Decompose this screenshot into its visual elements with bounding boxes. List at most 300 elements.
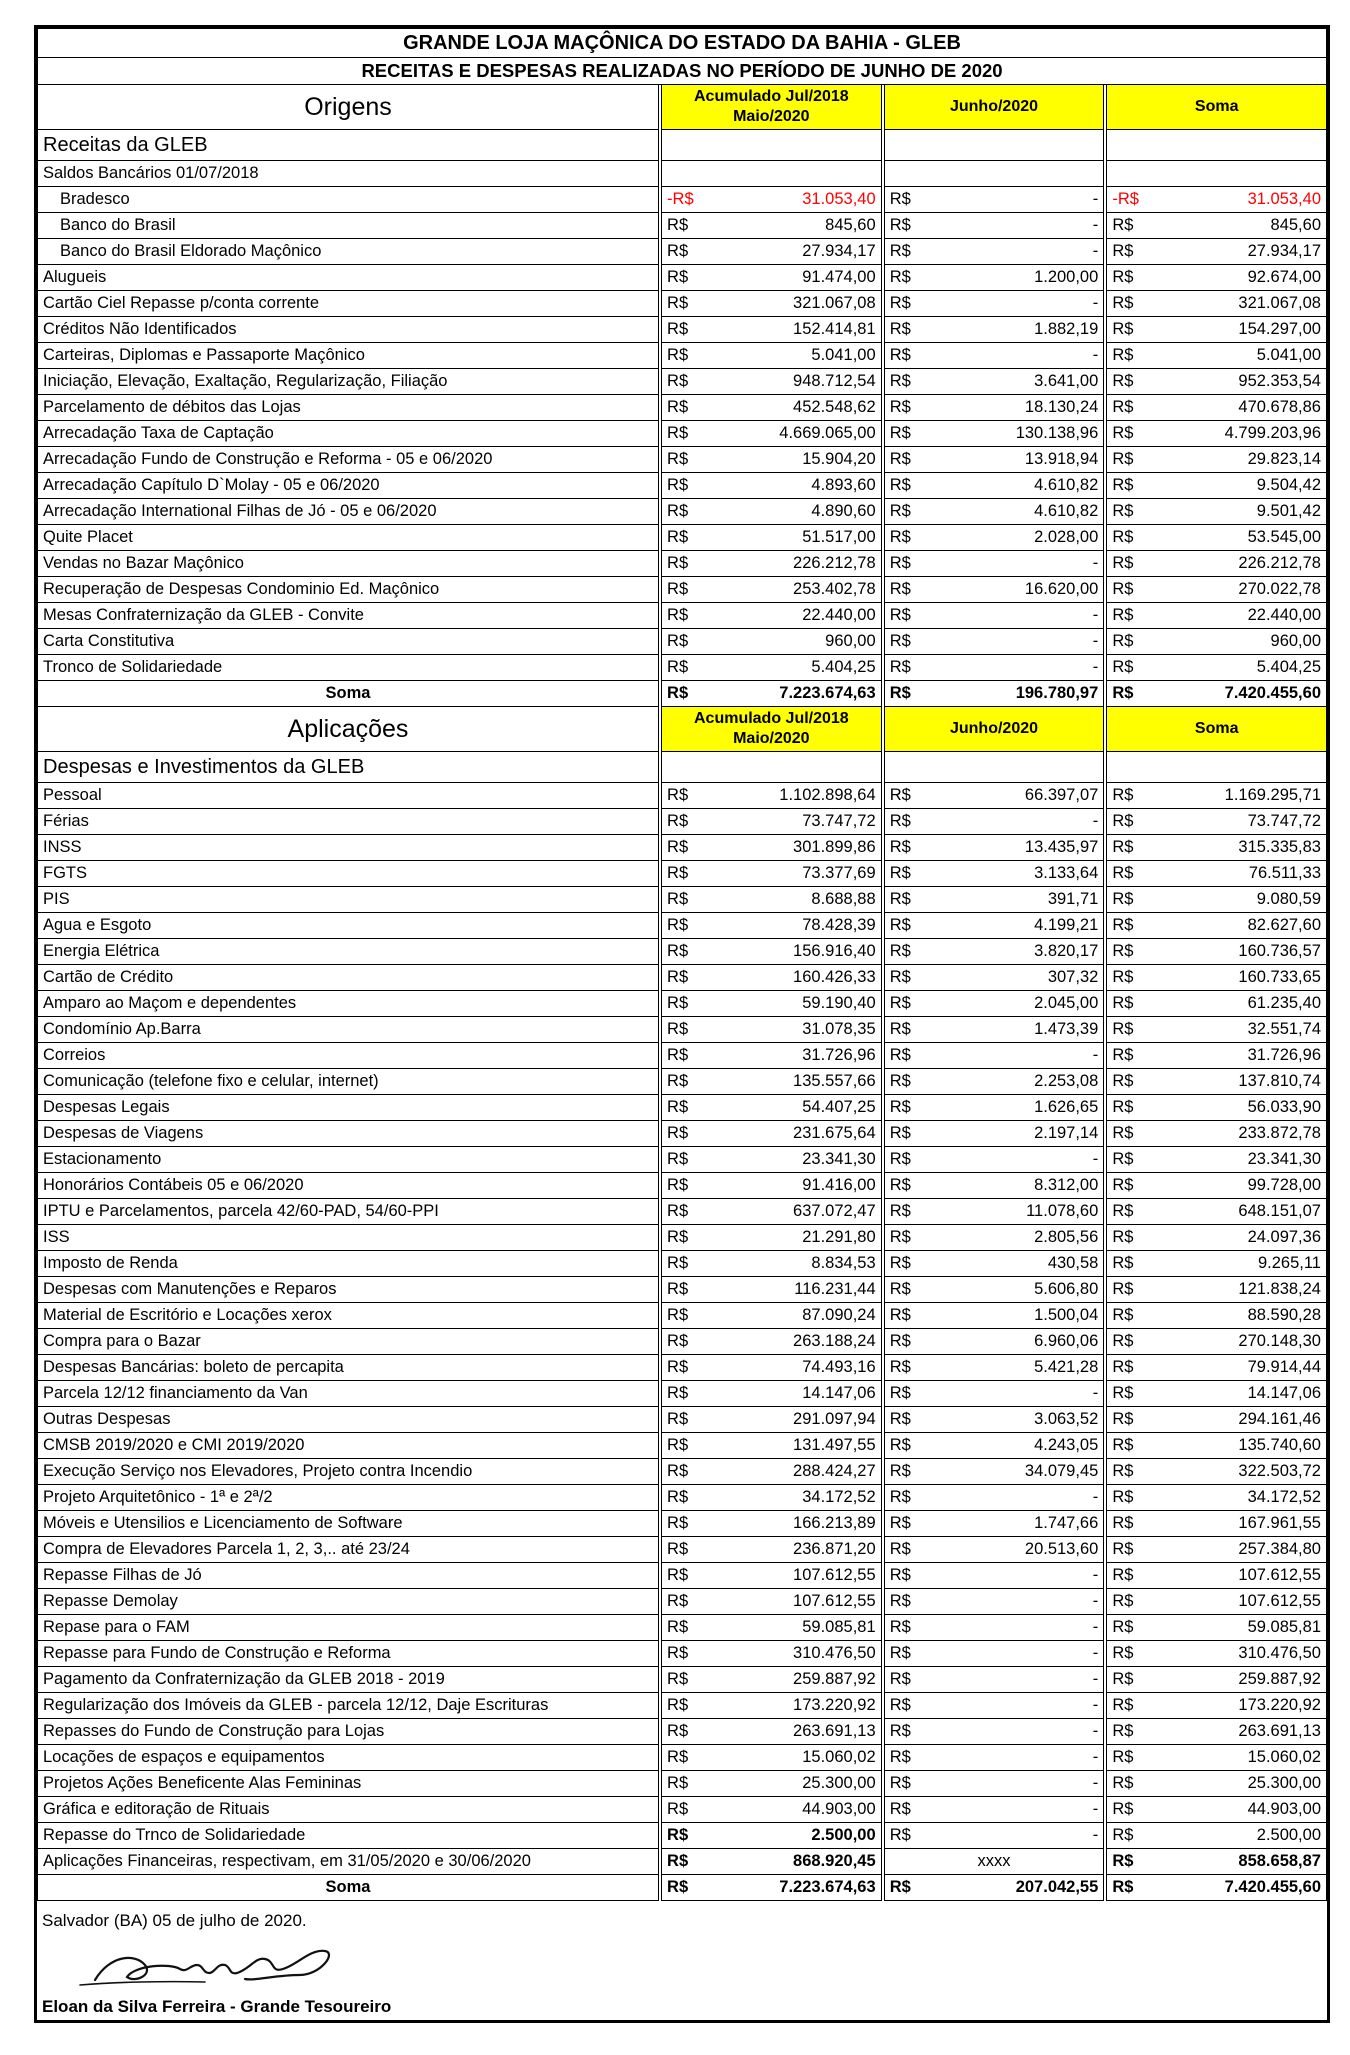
currency-symbol: R$: [667, 1462, 689, 1481]
junho-cell-value: 4.610,82: [1034, 476, 1099, 495]
soma-cell: [1107, 1459, 1327, 1485]
soma-cell-value: 154.297,00: [1238, 320, 1321, 339]
junho-cell-value: 4.199,21: [1034, 916, 1099, 935]
row-label: Cartão Ciel Repasse p/conta corrente: [38, 291, 659, 317]
currency-symbol: R$: [1112, 812, 1134, 831]
currency-symbol: R$: [1112, 916, 1134, 935]
currency-symbol: R$: [667, 216, 689, 235]
currency-symbol: R$: [667, 1228, 689, 1247]
acumulado-cell: [662, 809, 882, 835]
acumulado-cell: [662, 1745, 882, 1771]
currency-symbol: R$: [667, 1696, 689, 1715]
table-row: [38, 1121, 1327, 1147]
currency-symbol: R$: [1112, 1384, 1134, 1403]
origens-heading: Origens: [38, 85, 659, 130]
soma-cell: [1107, 1043, 1327, 1069]
acumulado-cell: [662, 887, 882, 913]
acumulado-cell-value: 321.067,08: [793, 294, 876, 313]
currency-symbol: R$: [667, 1514, 689, 1533]
junho-cell: [884, 343, 1104, 369]
currency-symbol: R$: [889, 1072, 911, 1091]
currency-symbol: R$: [1112, 502, 1134, 521]
currency-symbol: R$: [1112, 1722, 1134, 1741]
acumulado-cell: [662, 213, 882, 239]
currency-symbol: R$: [1112, 864, 1134, 883]
junho-cell: [884, 655, 1104, 681]
acumulado-cell-value: 236.871,20: [793, 1540, 876, 1559]
soma-cell: [1107, 861, 1327, 887]
junho-cell: [884, 1147, 1104, 1173]
table-row: [38, 369, 1327, 395]
junho-cell: [884, 1095, 1104, 1121]
soma-cell-value: 160.736,57: [1238, 942, 1321, 961]
row-label: Pagamento da Confraternização da GLEB 2018 - 2019: [38, 1667, 659, 1693]
currency-symbol: R$: [667, 994, 689, 1013]
row-label: Despesas de Viagens: [38, 1121, 659, 1147]
acumulado-cell: [662, 1589, 882, 1615]
currency-symbol: R$: [667, 424, 689, 443]
soma-cell: [1107, 913, 1327, 939]
table-row: [38, 1095, 1327, 1121]
soma-cell: [1107, 1095, 1327, 1121]
total-soma-value: 7.420.455,60: [1224, 684, 1321, 703]
currency-symbol: R$: [1112, 786, 1134, 805]
currency-symbol: R$: [667, 1722, 689, 1741]
row-label: Despesas com Manutenções e Reparos: [38, 1277, 659, 1303]
junho-cell-value: -: [1092, 812, 1099, 831]
currency-symbol: R$: [889, 1800, 911, 1819]
acumulado-cell-value: 291.097,94: [793, 1410, 876, 1429]
currency-symbol: R$: [667, 1202, 689, 1221]
junho-cell: [884, 1225, 1104, 1251]
junho-cell-value: 1.626,65: [1034, 1098, 1099, 1117]
table-row: [38, 991, 1327, 1017]
acumulado-cell-value: 59.190,40: [802, 994, 876, 1013]
currency-symbol: R$: [889, 216, 911, 235]
soma-cell: [1107, 421, 1327, 447]
soma-cell-value: 59.085,81: [1247, 1618, 1321, 1637]
acumulado-cell-value: 8.834,53: [811, 1254, 876, 1273]
empty-cell: [884, 161, 1104, 187]
report-subtitle: RECEITAS E DESPESAS REALIZADAS NO PERÍODO DE JUNHO DE 2020: [38, 58, 1327, 85]
acumulado-cell-value: 8.688,88: [811, 890, 876, 909]
currency-symbol: R$: [1112, 1150, 1134, 1169]
currency-symbol: -R$: [1112, 190, 1139, 209]
acumulado-cell: [662, 1017, 882, 1043]
acumulado-cell-value: 1.102.898,64: [779, 786, 876, 805]
empty-cell: [1107, 130, 1327, 161]
soma-cell: [1107, 1641, 1327, 1667]
junho-cell: [884, 1615, 1104, 1641]
currency-symbol: R$: [667, 1358, 689, 1377]
currency-symbol: R$: [889, 838, 911, 857]
acumulado-cell-value: 253.402,78: [793, 580, 876, 599]
acumulado-cell-value: 868.920,45: [793, 1852, 876, 1871]
acumulado-cell: [662, 1225, 882, 1251]
currency-symbol: R$: [667, 1332, 689, 1351]
currency-symbol: R$: [667, 658, 689, 677]
soma-cell: [1107, 1199, 1327, 1225]
currency-symbol: R$: [889, 864, 911, 883]
soma-cell-value: 263.691,13: [1238, 1722, 1321, 1741]
row-label: Tronco de Solidariedade: [38, 655, 659, 681]
table-row: [38, 1303, 1327, 1329]
acumulado-cell: [662, 525, 882, 551]
junho-cell: [884, 861, 1104, 887]
junho-cell: [884, 213, 1104, 239]
currency-symbol: R$: [889, 684, 911, 703]
acumulado-cell: [662, 1771, 882, 1797]
table-row: [38, 1563, 1327, 1589]
soma-cell: [1107, 783, 1327, 809]
currency-symbol: R$: [1112, 1020, 1134, 1039]
table-row: [38, 835, 1327, 861]
currency-symbol: R$: [1112, 1098, 1134, 1117]
acumulado-cell: [662, 1095, 882, 1121]
currency-symbol: R$: [1112, 1462, 1134, 1481]
soma-cell-value: 15.060,02: [1247, 1748, 1321, 1767]
currency-symbol: R$: [667, 1254, 689, 1273]
soma-cell-value: 2.500,00: [1256, 1826, 1321, 1845]
junho-cell: [884, 239, 1104, 265]
table-row: [38, 1147, 1327, 1173]
acumulado-cell: [662, 965, 882, 991]
junho-cell: [884, 499, 1104, 525]
currency-symbol: R$: [889, 1488, 911, 1507]
row-label: Cartão de Crédito: [38, 965, 659, 991]
acumulado-cell-value: 4.890,60: [811, 502, 876, 521]
table-row: [38, 239, 1327, 265]
table-row: [38, 1329, 1327, 1355]
soma-cell: [1107, 1121, 1327, 1147]
soma-cell-value: 82.627,60: [1247, 916, 1321, 935]
table-row: [38, 421, 1327, 447]
currency-symbol: R$: [889, 1696, 911, 1715]
junho-cell: [884, 887, 1104, 913]
acumulado-cell-value: 948.712,54: [793, 372, 876, 391]
currency-symbol: R$: [889, 346, 911, 365]
acumulado-cell-value: 78.428,39: [802, 916, 876, 935]
acumulado-cell-value: 166.213,89: [793, 1514, 876, 1533]
table-row: [38, 1069, 1327, 1095]
junho-cell-value: -: [1092, 1696, 1099, 1715]
table-row: [38, 1017, 1327, 1043]
soma-cell-value: 107.612,55: [1238, 1592, 1321, 1611]
total-junho-value: 207.042,55: [1015, 1878, 1099, 1897]
row-label: Férias: [38, 809, 659, 835]
table-row: [38, 887, 1327, 913]
junho-cell: [884, 395, 1104, 421]
acumulado-cell: [662, 1303, 882, 1329]
currency-symbol: R$: [1112, 1592, 1134, 1611]
junho-cell: [884, 1277, 1104, 1303]
currency-symbol: R$: [889, 1878, 911, 1897]
currency-symbol: R$: [889, 1410, 911, 1429]
currency-symbol: R$: [889, 1540, 911, 1559]
currency-symbol: R$: [667, 1150, 689, 1169]
row-label: Pessoal: [38, 783, 659, 809]
junho-cell: [884, 783, 1104, 809]
acumulado-cell-value: 25.300,00: [802, 1774, 876, 1793]
acumulado-cell-value: 5.041,00: [811, 346, 876, 365]
currency-symbol: R$: [889, 1618, 911, 1637]
acumulado-cell: [662, 1641, 882, 1667]
currency-symbol: R$: [1112, 1410, 1134, 1429]
acumulado-cell-value: 31.053,40: [802, 190, 876, 209]
empty-cell: [884, 130, 1104, 161]
soma-cell-value: 9.080,59: [1256, 890, 1321, 909]
currency-symbol: R$: [1112, 372, 1134, 391]
acumulado-cell: [662, 1797, 882, 1823]
junho-cell-value: -: [1092, 1748, 1099, 1767]
soma-cell: [1107, 1251, 1327, 1277]
soma-cell-value: 321.067,08: [1238, 294, 1321, 313]
junho-cell: [884, 1589, 1104, 1615]
soma-cell: [1107, 551, 1327, 577]
table-row: [38, 861, 1327, 887]
signature-image: [75, 1935, 345, 2000]
row-label: Estacionamento: [38, 1147, 659, 1173]
soma-cell-value: 173.220,92: [1238, 1696, 1321, 1715]
acumulado-cell-value: 59.085,81: [802, 1618, 876, 1637]
currency-symbol: R$: [889, 1670, 911, 1689]
currency-symbol: R$: [889, 1176, 911, 1195]
currency-symbol: R$: [889, 916, 911, 935]
table-row: [38, 447, 1327, 473]
row-label: Locações de espaços e equipamentos: [38, 1745, 659, 1771]
row-label: Gráfica e editoração de Rituais: [38, 1797, 659, 1823]
junho-cell: [884, 1355, 1104, 1381]
currency-symbol: R$: [1112, 268, 1134, 287]
soma-cell-value: 858.658,87: [1238, 1852, 1321, 1871]
soma-cell-value: 9.265,11: [1257, 1254, 1321, 1273]
acumulado-cell-value: 2.500,00: [811, 1826, 876, 1845]
acumulado-cell-value: 160.426,33: [793, 968, 876, 987]
total-label: Soma: [38, 1875, 659, 1901]
currency-symbol: R$: [667, 890, 689, 909]
currency-symbol: R$: [889, 632, 911, 651]
acumulado-cell: [662, 369, 882, 395]
junho-cell-value: -: [1092, 1826, 1099, 1845]
acumulado-cell: [662, 1329, 882, 1355]
currency-symbol: R$: [889, 994, 911, 1013]
junho-cell: [884, 1797, 1104, 1823]
junho-cell: [884, 1563, 1104, 1589]
currency-symbol: R$: [1112, 890, 1134, 909]
junho-cell: [884, 187, 1104, 213]
row-label: Imposto de Renda: [38, 1251, 659, 1277]
junho-cell-value: -: [1092, 1592, 1099, 1611]
table-row: [38, 913, 1327, 939]
empty-cell: [884, 752, 1104, 783]
soma-cell-value: 61.235,40: [1247, 994, 1321, 1013]
currency-symbol: R$: [667, 968, 689, 987]
soma-cell-value: 121.838,24: [1238, 1280, 1321, 1299]
table-row: [38, 343, 1327, 369]
soma-cell-value: 107.612,55: [1238, 1566, 1321, 1585]
junho-cell-value: 430,58: [1047, 1254, 1099, 1273]
report-title: GRANDE LOJA MAÇÔNICA DO ESTADO DA BAHIA - GLEB: [38, 29, 1327, 58]
soma-cell-value: 4.799.203,96: [1224, 424, 1321, 443]
table-row: [38, 213, 1327, 239]
soma-cell-value: 137.810,74: [1238, 1072, 1321, 1091]
col-junho: Junho/2020: [884, 707, 1104, 752]
currency-symbol: R$: [667, 1098, 689, 1117]
junho-cell: [884, 913, 1104, 939]
junho-cell: [884, 1641, 1104, 1667]
empty-cell: [662, 161, 882, 187]
soma-cell-value: 31.726,96: [1247, 1046, 1321, 1065]
junho-cell-value: 391,71: [1047, 890, 1099, 909]
table-row: [38, 1355, 1327, 1381]
table-row: [38, 499, 1327, 525]
soma-cell-value: 14.147,06: [1247, 1384, 1321, 1403]
acumulado-cell-value: 4.669.065,00: [779, 424, 876, 443]
currency-symbol: R$: [1112, 838, 1134, 857]
soma-cell: [1107, 939, 1327, 965]
currency-symbol: R$: [1112, 242, 1134, 261]
junho-cell: [884, 1693, 1104, 1719]
soma-cell: [1107, 1173, 1327, 1199]
junho-cell-value: 1.882,19: [1034, 320, 1099, 339]
junho-cell: [884, 1329, 1104, 1355]
soma-cell-value: 5.404,25: [1256, 658, 1321, 677]
soma-cell: [1107, 317, 1327, 343]
currency-symbol: R$: [889, 476, 911, 495]
junho-cell: [884, 473, 1104, 499]
acumulado-cell: [662, 187, 882, 213]
currency-symbol: R$: [1112, 1124, 1134, 1143]
junho-cell-value: -: [1092, 1384, 1099, 1403]
junho-cell: [884, 265, 1104, 291]
total-soma: [1107, 1875, 1327, 1901]
soma-cell: [1107, 1355, 1327, 1381]
col-soma: Soma: [1107, 707, 1327, 752]
acumulado-cell-value: 173.220,92: [793, 1696, 876, 1715]
currency-symbol: R$: [667, 1618, 689, 1637]
acumulado-cell: [662, 835, 882, 861]
acumulado-cell: [662, 603, 882, 629]
currency-symbol: R$: [667, 1410, 689, 1429]
acumulado-cell-value: 259.887,92: [793, 1670, 876, 1689]
currency-symbol: R$: [1112, 476, 1134, 495]
currency-symbol: R$: [889, 786, 911, 805]
soma-cell-value: 160.733,65: [1238, 968, 1321, 987]
currency-symbol: R$: [889, 1826, 911, 1845]
table-row: [38, 1667, 1327, 1693]
currency-symbol: R$: [1112, 346, 1134, 365]
total-acumulado: [662, 1875, 882, 1901]
currency-symbol: R$: [1112, 1800, 1134, 1819]
currency-symbol: R$: [1112, 1774, 1134, 1793]
junho-cell-value: 18.130,24: [1024, 398, 1099, 417]
junho-cell-value: 2.028,00: [1034, 528, 1099, 547]
footer: [37, 1905, 1327, 2020]
col-soma: Soma: [1107, 85, 1327, 130]
acumulado-cell: [662, 291, 882, 317]
currency-symbol: R$: [1112, 1878, 1134, 1897]
acumulado-cell: [662, 1823, 882, 1849]
acumulado-cell: [662, 1043, 882, 1069]
soma-cell: [1107, 473, 1327, 499]
acumulado-cell: [662, 913, 882, 939]
currency-symbol: R$: [889, 294, 911, 313]
soma-cell-value: 270.148,30: [1238, 1332, 1321, 1351]
junho-cell-value: -: [1092, 1722, 1099, 1741]
row-label: Repase para o FAM: [38, 1615, 659, 1641]
junho-cell-value: 13.435,97: [1024, 838, 1099, 857]
report-table: [37, 28, 1327, 1901]
table-row: [38, 809, 1327, 835]
table-row: [38, 1043, 1327, 1069]
currency-symbol: R$: [889, 1722, 911, 1741]
currency-symbol: R$: [889, 424, 911, 443]
currency-symbol: R$: [889, 1644, 911, 1663]
acumulado-cell-value: 51.517,00: [802, 528, 876, 547]
row-label: FGTS: [38, 861, 659, 887]
table-row: [38, 1615, 1327, 1641]
table-row: [38, 1719, 1327, 1745]
total-junho-value: 196.780,97: [1015, 684, 1099, 703]
junho-cell-value: -: [1092, 216, 1099, 235]
acumulado-cell-value: 845,60: [825, 216, 876, 235]
acumulado-cell-value: 5.404,25: [811, 658, 876, 677]
acumulado-cell: [662, 1251, 882, 1277]
soma-cell: [1107, 1771, 1327, 1797]
currency-symbol: R$: [1112, 1176, 1134, 1195]
row-label: Vendas no Bazar Maçônico: [38, 551, 659, 577]
table-row: [38, 1537, 1327, 1563]
soma-cell-value: 29.823,14: [1247, 450, 1321, 469]
acumulado-cell: [662, 655, 882, 681]
table-row: [38, 1199, 1327, 1225]
soma-cell-value: 76.511,33: [1248, 864, 1321, 883]
table-row: [38, 317, 1327, 343]
soma-cell: [1107, 1589, 1327, 1615]
junho-cell: [884, 629, 1104, 655]
junho-cell: [884, 939, 1104, 965]
row-label: Quite Placet: [38, 525, 659, 551]
acumulado-cell-value: 34.172,52: [802, 1488, 876, 1507]
currency-symbol: R$: [889, 606, 911, 625]
currency-symbol: R$: [889, 1228, 911, 1247]
acumulado-cell-value: 21.291,80: [802, 1228, 876, 1247]
table-row: [38, 1797, 1327, 1823]
junho-cell-value: xxxx: [977, 1852, 1011, 1871]
acumulado-cell: [662, 1537, 882, 1563]
currency-symbol: R$: [667, 838, 689, 857]
soma-cell: [1107, 1667, 1327, 1693]
table-row: [38, 1511, 1327, 1537]
soma-cell-value: 1.169.295,71: [1224, 786, 1321, 805]
row-label: IPTU e Parcelamentos, parcela 42/60-PAD, 54/60-PPI: [38, 1199, 659, 1225]
junho-cell: [884, 1069, 1104, 1095]
row-label: CMSB 2019/2020 e CMI 2019/2020: [38, 1433, 659, 1459]
acumulado-cell: [662, 1485, 882, 1511]
currency-symbol: R$: [667, 476, 689, 495]
currency-symbol: R$: [1112, 1046, 1134, 1065]
soma-cell: [1107, 887, 1327, 913]
junho-cell-value: 4.610,82: [1034, 502, 1099, 521]
receitas-group: [38, 130, 1327, 161]
row-label: Banco do Brasil Eldorado Maçônico: [38, 239, 659, 265]
total-acumulado-value: 7.223.674,63: [779, 684, 876, 703]
currency-symbol: R$: [1112, 554, 1134, 573]
table-row: [38, 939, 1327, 965]
junho-cell: [884, 1667, 1104, 1693]
table-row: [38, 1693, 1327, 1719]
currency-symbol: R$: [667, 812, 689, 831]
